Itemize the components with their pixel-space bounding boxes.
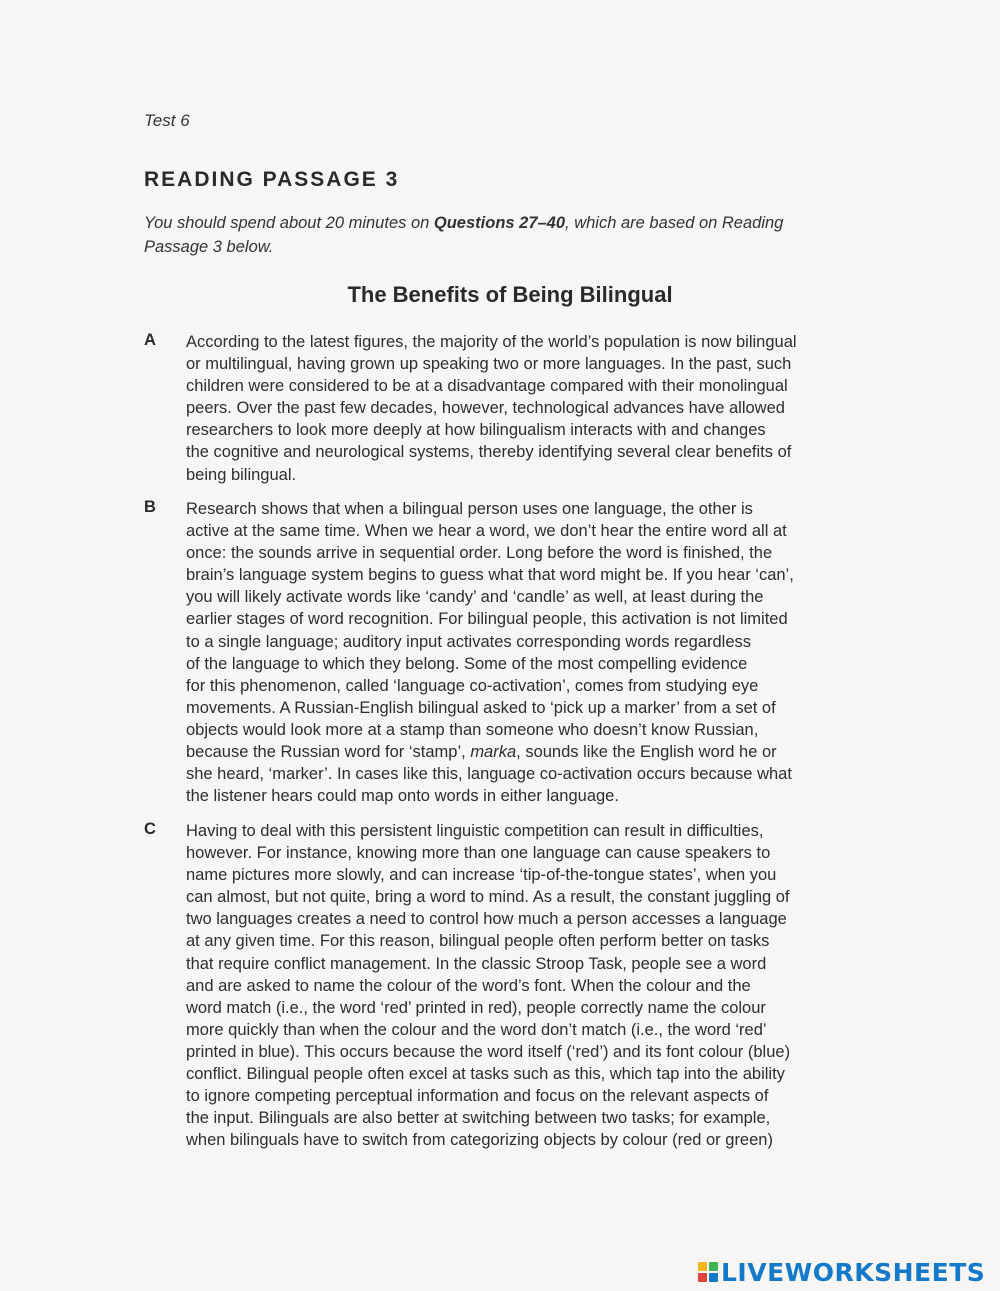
text-line: of the language to which they belong. Some of the most compelling evidence (186, 654, 748, 673)
text-line: earlier stages of word recognition. For bilingual people, this activation is not limited (186, 610, 788, 629)
text-line: According to the latest figures, the majority of the world’s population is now bilingual (186, 333, 797, 351)
text-line: peers. Over the past few decades, however, technological advances have allowed (186, 399, 785, 418)
paragraph-text (186, 498, 886, 807)
text-line: researchers to look more deeply at how bilingualism interacts with and changes (186, 421, 766, 440)
text-line: conflict. Bilingual people often excel at tasks such as this, which tap into the ability (186, 1065, 785, 1084)
italic-term: marka (470, 743, 517, 762)
text-line: can almost, but not quite, bring a word to mind. As a result, the constant juggling of (186, 888, 790, 907)
text-line-b12: because the Russian word for ‘stamp’, marka, sounds like the English word he or (186, 743, 777, 762)
logo-block (698, 1262, 707, 1271)
text-line: children were considered to be at a disadvantage compared with their monolingual (186, 377, 788, 396)
paragraph-text (186, 331, 886, 486)
text-line: being bilingual. (186, 465, 297, 484)
text-line: movements. A Russian-English bilingual asked to ‘pick up a marker’ from a set of (186, 698, 776, 717)
text-line: name pictures more slowly, and can increase ‘tip-of-the-tongue states’, when you (186, 866, 777, 885)
text-line: you will likely activate words like ‘candy’ and ‘candle’ as well, at least during the (186, 588, 764, 607)
text-line: Research shows that when a bilingual person uses one language, the other is (186, 500, 753, 518)
text-line: to a single language; auditory input activates corresponding words regardless (186, 632, 752, 651)
passage-heading: READING PASSAGE 3 (144, 168, 400, 191)
questions-range: Questions 27–40 (433, 214, 566, 232)
text-line: at any given time. For this reason, bilingual people often perform better on tasks (186, 932, 770, 951)
logo-block (698, 1273, 707, 1282)
text-line: when bilinguals have to switch from categorizing objects by colour (red or green) (186, 1131, 773, 1150)
paragraph-letter: A (144, 331, 156, 349)
text-line: that require conflict management. In the classic Stroop Task, people see a word (186, 954, 767, 973)
instructions (144, 211, 884, 259)
paragraph-letter: C (144, 820, 156, 838)
text-line: more quickly than when the colour and the word don’t match (i.e., the word ‘red’ (186, 1020, 767, 1039)
logo-block (709, 1273, 718, 1282)
text-line: for this phenomenon, called ‘language co-activation’, comes from studying eye (186, 676, 759, 695)
text-line: the input. Bilinguals are also better at switching between two tasks; for example, (186, 1109, 771, 1128)
text-line: objects would look more at a stamp than someone who doesn’t know Russian, (186, 720, 759, 739)
text-line: however. For instance, knowing more than one language can cause speakers to (186, 844, 771, 863)
paragraph-text (186, 820, 886, 1151)
instructions-line-2: Passage 3 below. (144, 238, 274, 256)
text-line: to ignore competing perceptual information and focus on the relevant aspects of (186, 1087, 769, 1106)
text-line: the cognitive and neurological systems, thereby identifying several clear benefits of (186, 443, 792, 462)
paragraph-letter: B (144, 498, 156, 516)
text-line (186, 741, 886, 763)
text-line: or multilingual, having grown up speaking two or more languages. In the past, such (186, 355, 792, 374)
text-line: active at the same time. When we hear a word, we don’t hear the entire word all at (186, 522, 787, 541)
logo-text: LIVEWORKSHEETS (721, 1257, 986, 1287)
text-line: once: the sounds arrive in sequential order. Long before the word is finished, the (186, 544, 773, 563)
text-line: Having to deal with this persistent linguistic competition can result in difficulties, (186, 822, 764, 840)
instructions-line-1: You should spend about 20 minutes on Questions 27–40, which are based on Reading (144, 214, 784, 232)
liveworksheets-logo[interactable] (698, 1257, 985, 1287)
text-line: the listener hears could map onto words in either language. (186, 787, 619, 806)
logo-block (709, 1262, 718, 1271)
text-line: and are asked to name the colour of the word’s font. When the colour and the (186, 976, 751, 995)
test-label: Test 6 (144, 111, 190, 130)
text-line: word match (i.e., the word ‘red’ printed in red), people correctly name the colour (186, 998, 766, 1017)
text-line: brain’s language system begins to guess what that word might be. If you hear ‘can’, (186, 566, 794, 585)
text-line: two languages creates a need to control how much a person accesses a language (186, 910, 787, 929)
text-line: she heard, ‘marker’. In cases like this, language co-activation occurs because what (186, 765, 792, 784)
article-title: The Benefits of Being Bilingual (347, 282, 673, 307)
text-line: printed in blue). This occurs because the word itself (‘red’) and its font colour (blue) (186, 1042, 791, 1061)
logo-blocks-icon (698, 1262, 718, 1282)
